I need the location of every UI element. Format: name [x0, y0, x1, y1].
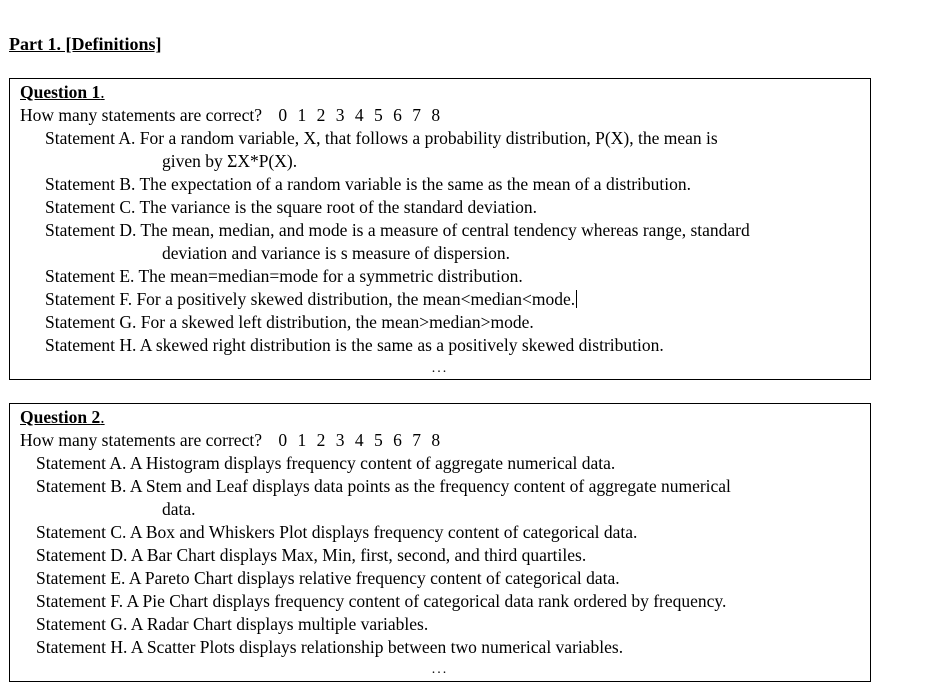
choice-8[interactable]: 8: [431, 105, 441, 125]
question-2-box[interactable]: [9, 403, 871, 682]
choice-1[interactable]: 1: [297, 105, 307, 125]
statement-a-continued: given by ΣX*P(X).: [162, 151, 298, 171]
statement-e: Statement E. A Pareto Chart displays relative frequency content of categorical data.: [36, 568, 620, 588]
statement-h: Statement H. A Scatter Plots displays relationship between two numerical variables.: [36, 637, 624, 657]
question-prompt: How many statements are correct? 0 1 2 3 4 5 6 7 8: [20, 104, 446, 127]
statement-d: Statement D. The mean, median, and mode is a measure of central tendency whereas range, standard: [45, 220, 750, 240]
choice-5[interactable]: 5: [373, 430, 383, 450]
choice-2[interactable]: 2: [316, 430, 326, 450]
question-title: Question 1.: [20, 82, 105, 102]
statement-a: Statement A. A Histogram displays frequency content of aggregate numerical data.: [36, 453, 616, 473]
statement-c: Statement C. A Box and Whiskers Plot displays frequency content of categorical data.: [36, 522, 638, 542]
answer-choices: [278, 104, 446, 127]
choice-7[interactable]: 7: [412, 430, 421, 450]
ellipsis: ...: [431, 361, 449, 376]
statement-d: Statement D. A Bar Chart displays Max, Min, first, second, and third quartiles.: [36, 545, 587, 565]
choice-4[interactable]: 4: [354, 105, 364, 125]
text-cursor: [576, 290, 577, 308]
question-title: Question 2.: [20, 407, 105, 427]
choice-8[interactable]: 8: [431, 430, 441, 450]
statement-f-row[interactable]: [45, 288, 577, 311]
statement-f: Statement F. A Pie Chart displays frequency content of categorical data rank ordered by frequency.: [36, 591, 727, 611]
statement-a: Statement A. For a random variable, X, that follows a probability distribution, P(X), the mean is: [45, 128, 718, 148]
statement-g: Statement G. For a skewed left distribution, the mean>median>mode.: [45, 312, 534, 332]
choice-0[interactable]: 0: [278, 105, 288, 125]
statement-b: Statement B. The expectation of a random variable is the same as the mean of a distribution.: [45, 174, 692, 194]
statement-h: Statement H. A skewed right distribution is the same as a positively skewed distribution.: [45, 335, 664, 355]
choice-3[interactable]: 3: [335, 430, 345, 450]
choice-0[interactable]: 0: [278, 430, 288, 450]
statement-b: Statement B. A Stem and Leaf displays data points as the frequency content of aggregate numerical: [36, 476, 731, 496]
statement-b-continued: data.: [162, 499, 196, 519]
choice-5[interactable]: 5: [373, 105, 383, 125]
statement-e: Statement E. The mean=median=mode for a symmetric distribution.: [45, 266, 523, 286]
choice-3[interactable]: 3: [335, 105, 345, 125]
statement-c: Statement C. The variance is the square root of the standard deviation.: [45, 197, 537, 217]
choice-6[interactable]: 6: [393, 105, 402, 125]
ellipsis: ...: [431, 662, 449, 677]
choice-2[interactable]: 2: [316, 105, 326, 125]
choice-1[interactable]: 1: [297, 430, 307, 450]
question-1-box[interactable]: [9, 78, 871, 380]
choice-4[interactable]: 4: [354, 430, 364, 450]
statement-g: Statement G. A Radar Chart displays multiple variables.: [36, 614, 429, 634]
choice-7[interactable]: 7: [412, 105, 421, 125]
choice-6[interactable]: 6: [393, 430, 402, 450]
answer-choices: [278, 429, 446, 452]
question-prompt: How many statements are correct? 0 1 2 3 4 5 6 7 8: [20, 429, 446, 452]
part-title: Part 1. [Definitions]: [9, 34, 162, 54]
statement-f: Statement F. For a positively skewed distribution, the mean<median<mode.: [45, 289, 576, 309]
statement-d-continued: deviation and variance is s measure of dispersion.: [162, 243, 510, 263]
